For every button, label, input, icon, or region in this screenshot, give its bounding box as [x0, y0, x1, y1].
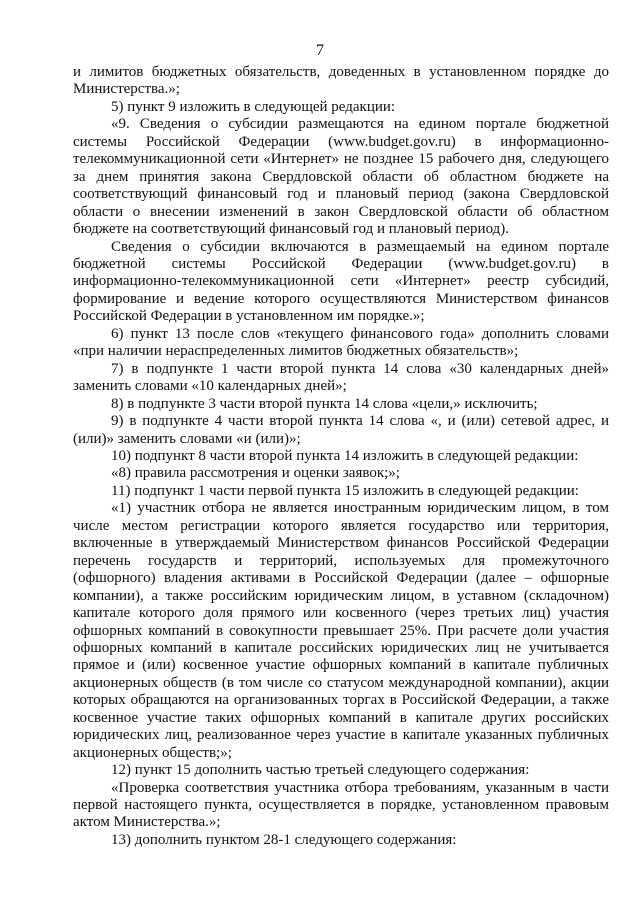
- paragraph-subclause-1: «1) участник отбора не является иностранным юридическим лицом, в том числе местом регистрации которого является государство или территория, включенные в утверждаемый Министерством финансов Российской Федерации перечень государств и территорий, используемых для промежуточного (офшорного) владения активами в Российской Федерации (далее – офшорные компании), а также российским юридическим лицом, в уставном (складочном) капитале которого доля прямого или косвенного (через третьих лиц) участия офшорных компаний в совокупности превышает 25%. При расчете доли участия офшорных компаний в капитале российских юридических лиц не учитывается прямое и (или) косвенное участие офшорных компаний в капитале публичных акционерных обществ (в том числе со статусом международной компании), акции которых обращаются на организованных торгах в Российской Федерации, а также косвенное участие таких офшорных компаний в капитале других российских юридических лиц, реализованное через участие в капитале указанных публичных акционерных обществ;»;: [73, 500, 609, 761]
- paragraph-item-7: 7) в подпункте 1 части второй пункта 14 слова «30 календарных дней» заменить словами «10 календарных дней»;: [73, 360, 609, 395]
- paragraph-item-8: 8) в подпункте 3 части второй пункта 14 слова «цели,» исключить;: [111, 395, 538, 412]
- paragraph-item-11: 11) подпункт 1 части первой пункта 15 изложить в следующей редакции:: [111, 482, 579, 499]
- paragraph-subclause-8: «8) правила рассмотрения и оценки заявок;»;: [111, 465, 400, 482]
- paragraph-clause-9-part-2: Сведения о субсидии включаются в размещаемый на едином портале бюджетной системы Российской Федерации (www.budget.gov.ru) в информационно-телекоммуникационной сети «Интернет» реестр субсидий, формирование и ведение которого осуществляются Министерством финансов Российской Федерации в установленном им порядке.»;: [73, 238, 609, 325]
- paragraph-item-13: 13) дополнить пунктом 28-1 следующего содержания:: [111, 831, 457, 848]
- paragraph-item-12: 12) пункт 15 дополнить частью третьей следующего содержания:: [111, 762, 530, 779]
- page-number: 7: [316, 42, 324, 59]
- document-body: [73, 64, 609, 849]
- paragraph-item-10: 10) подпункт 8 части второй пункта 14 изложить в следующей редакции:: [111, 447, 579, 464]
- paragraph-continuation: и лимитов бюджетных обязательств, доведенных в установленном порядке до Министерства.»;: [73, 64, 609, 98]
- paragraph-clause-15-part-3: «Проверка соответствия участника отбора требованиям, указанным в части первой настоящего пункта, осуществляется в порядке, установленном правовым актом Министерства.»;: [73, 779, 609, 831]
- paragraph-item-9: 9) в подпункте 4 части второй пункта 14 слова «, и (или) сетевой адрес, и (или)» заменить словами «и (или)»;: [73, 413, 609, 447]
- paragraph-clause-9: «9. Сведения о субсидии размещаются на едином портале бюджетной системы Российской Федерации (www.budget.gov.ru) в информационно-телекоммуникационной сети «Интернет» не позднее 15 рабочего дня, следующего за днем принятия закона Свердловской области об областном бюджете на соответствующий финансовый год и плановый период (закона Свердловской области о внесении изменений в закон Свердловской области об областном бюджете на соответствующий финансовый год и плановый период).: [73, 116, 609, 238]
- paragraph-item-6: 6) пункт 13 после слов «текущего финансового года» дополнить словами «при наличии нераспределенных лимитов бюджетных обязательств»;: [73, 325, 609, 360]
- paragraph-item-5: 5) пункт 9 изложить в следующей редакции:: [111, 98, 396, 115]
